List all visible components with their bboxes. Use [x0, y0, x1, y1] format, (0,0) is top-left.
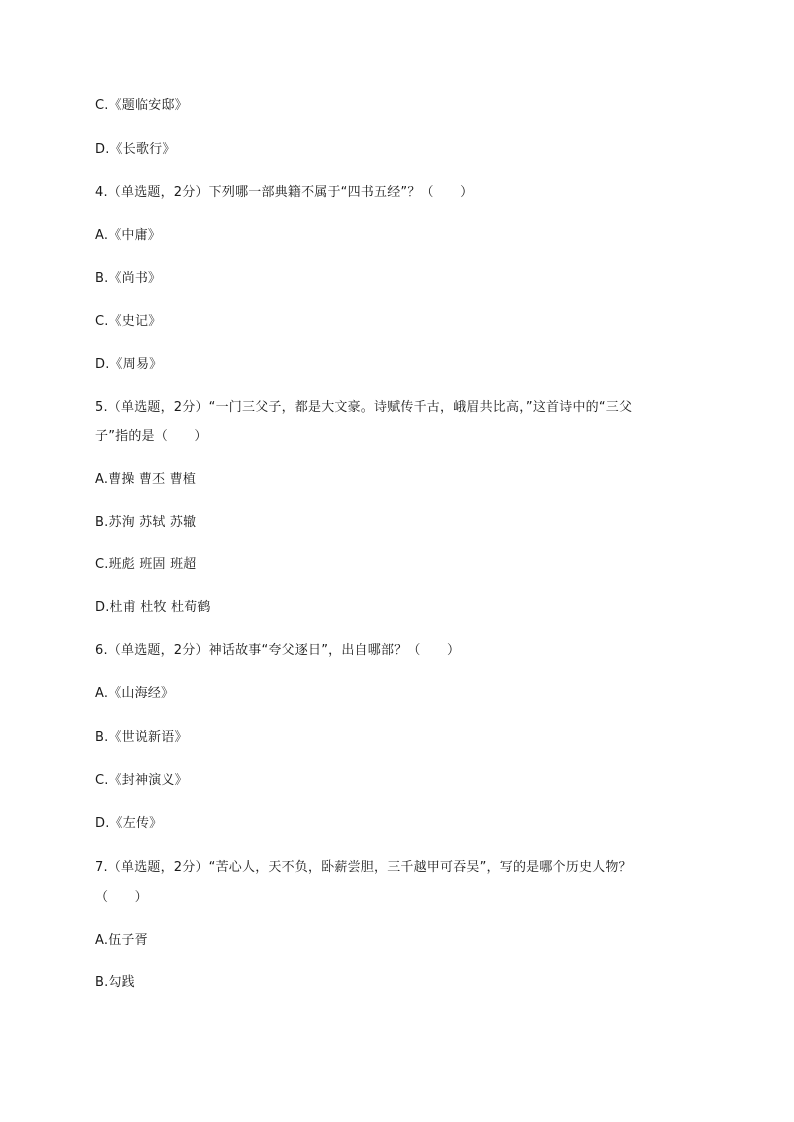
- option-d: D.《长歌行》: [95, 142, 176, 157]
- question-stem: 7.（单选题，2分）“苦心人，天不负，卧薪尝胆，三千越甲可吞吴”，写的是哪个历史人物？: [95, 860, 632, 875]
- option-d: D.《左传》: [95, 816, 163, 831]
- question-stem: 5.（单选题，2分）“一门三父子，都是大文豪。诗赋传千古，峨眉共比高，”这首诗中的“三父: [95, 400, 633, 415]
- option-c: C.《史记》: [95, 314, 162, 329]
- option-a: A.《中庸》: [95, 228, 161, 243]
- option-a: A.伍子胥: [95, 933, 148, 948]
- question-stem: 4.（单选题，2分）下列哪一部典籍不属于“四书五经”？（ ）: [95, 185, 474, 200]
- option-d: D.杜甫 杜牧 杜荀鹤: [95, 600, 211, 615]
- question-stem-continued: （ ）: [95, 890, 148, 905]
- question-stem-continued: 子”指的是（ ）: [95, 429, 208, 444]
- option-c: C.班彪 班固 班超: [95, 557, 197, 572]
- option-b: B.《尚书》: [95, 271, 162, 286]
- option-a: A.《山海经》: [95, 686, 175, 701]
- question-stem: 6.（单选题，2分）神话故事“夸父逐日”，出自哪部？（ ）: [95, 643, 461, 658]
- option-b: B.勾践: [95, 975, 135, 990]
- option-b: B.苏洵 苏轼 苏辙: [95, 515, 197, 530]
- option-c: C.《题临安邸》: [95, 98, 188, 113]
- option-c: C.《封神演义》: [95, 773, 188, 788]
- option-a: A.曹操 曹丕 曹植: [95, 472, 197, 487]
- option-d: D.《周易》: [95, 357, 163, 372]
- option-b: B.《世说新语》: [95, 730, 188, 745]
